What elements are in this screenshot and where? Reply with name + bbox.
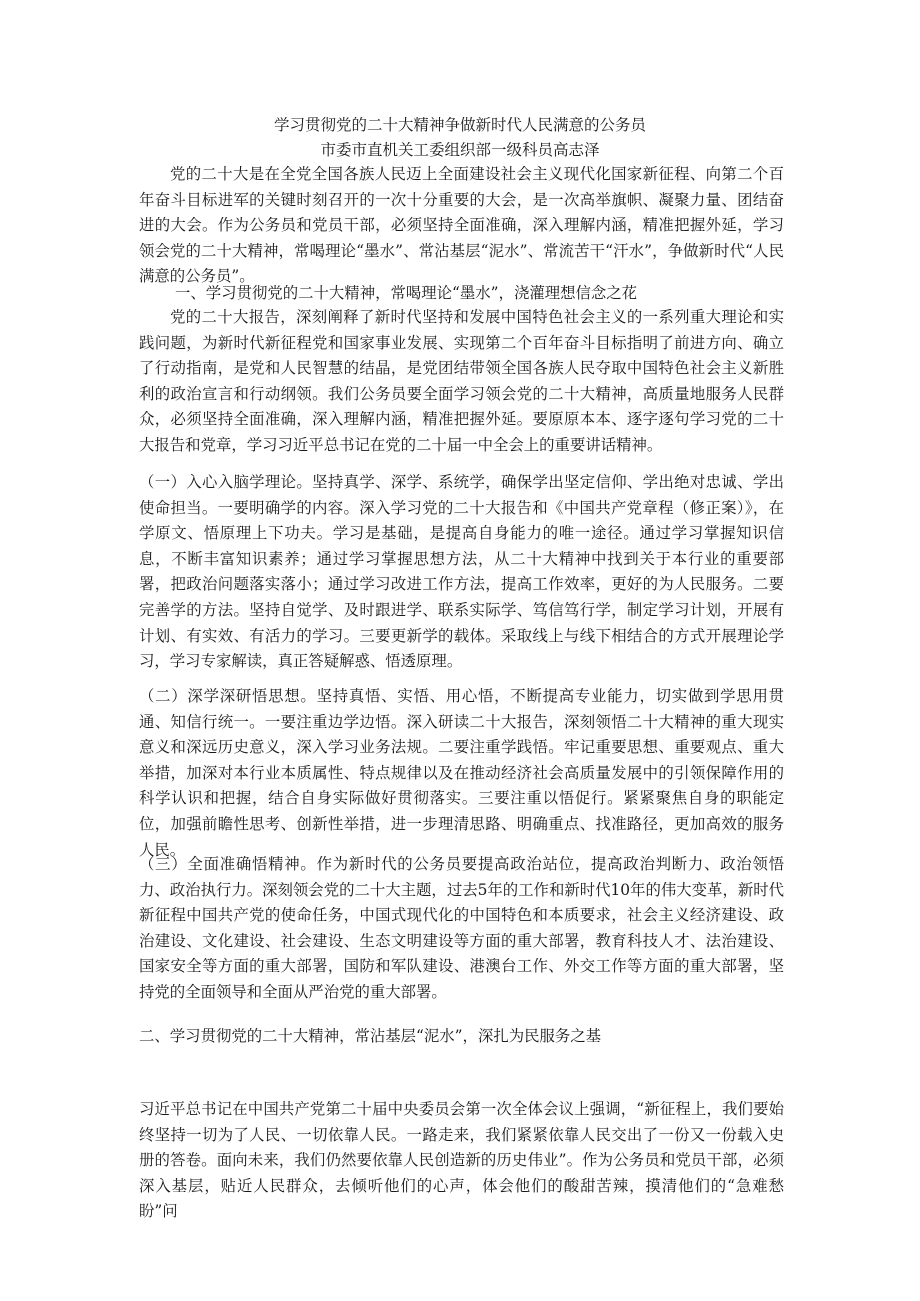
subsection-2-paragraph: （二）深学深研悟思想。坚持真悟、实悟、用心悟，不断提高专业能力，切实做到学思用贯通、知信行统一。一要注重边学边悟。深入研读二十大报告，深刻领悟二十大精神的重大现实意义和深远历史意义，深入学习业务法规。二要注重学践悟。牢记重要思想、重要观点、重大举措，加深对本行业本质属性、特点规律以及在推动经济社会高质量发展中的引领保障作用的科学认识和把握，结合自身实际做好贯彻落实。三要注重以悟促行。紧紧聚焦自身的职能定位，加强前瞻性思考、创新性举措，进一步理清思路、明确重点、找准路径，更加高效的服务人民。 [139, 687, 784, 859]
section-2-body: 习近平总书记在中国共产党第二十届中央委员会第一次全体会议上强调，“新征程上，我们要始终坚持一切为了人民、一切依靠人民。一路走来，我们紧紧依靠人民交出了一份又一份载入史册的答卷。面向未来，我们仍然要依靠人民创造新的历史伟业”。作为公务员和党员干部，必须深入基层，贴近人民群众，去倾听他们的心声，体会他们的酸甜苦辣，摸清他们的“急难愁盼”问 [139, 1100, 784, 1221]
section-1-body: 党的二十大报告，深刻阐释了新时代坚持和发展中国特色社会主义的一系列重大理论和实践问题，为新时代新征程党和国家事业发展、实现第二个百年奋斗目标指明了前进方向、确立了行动指南，是党和人民智慧的结晶，是党团结带领全国各族人民夺取中国特色社会主义新胜利的政治宣言和行动纲领。我们公务员要全面学习领会党的二十大精神，高质量地服务人民群众，必须坚持全面准确，深入理解内涵，精准把握外延。要原原本本、逐字逐句学习党的二十大报告和党章，学习习近平总书记在党的二十届一中全会上的重要讲话精神。 [139, 308, 784, 454]
document-title: 学习贯彻党的二十大精神争做新时代人民满意的公务员 [273, 116, 646, 134]
subsection-1-paragraph: （一）入心入脑学理论。坚持真学、深学、系统学，确保学出坚定信仰、学出绝对忠诚、学出使命担当。一要明确学的内容。深入学习党的二十大报告和《中国共产党章程（修正案）》，在学原文、悟原理上下功夫。学习是基础，是提高自身能力的唯一途径。通过学习掌握知识信息，不断丰富知识素养；通过学习掌握思想方法，从二十大精神中找到关于本行业的重要部署，把政治问题落实落小；通过学习改进工作方法，提高工作效率，更好的为人民服务。二要完善学的方法。坚持自觉学、及时跟进学、联系实际学、笃信笃行学，制定学习计划，开展有计划、有实效、有活力的学习。三要更新学的载体。采取线上与线下相结合的方式开展理论学习，学习专家解读，真正答疑解惑、悟透原理。 [139, 473, 784, 671]
section-2-heading: 二、学习贯彻党的二十大精神，常沾基层“泥水”，深扎为民服务之基 [139, 1027, 602, 1045]
section-1-heading: 一、学习贯彻党的二十大精神，常喝理论“墨水”，浇灌理想信念之花 [175, 284, 638, 302]
intro-paragraph: 党的二十大是在全党全国各族人民迈上全面建设社会主义现代化国家新征程、向第二个百年奋斗目标进军的关键时刻召开的一次十分重要的大会，是一次高举旗帜、凝聚力量、团结奋进的大会。作为公务员和党员干部，必须坚持全面准确，深入理解内涵，精准把握外延，学习领会党的二十大精神，常喝理论“墨水”、常沾基层“泥水”、常流苦干“汗水”，争做新时代“人民满意的公务员”。 [139, 165, 784, 286]
document-author: 市委市直机关工委组织部一级科员高志泽 [320, 141, 600, 159]
subsection-3-paragraph: （三）全面准确悟精神。作为新时代的公务员要提高政治站位，提高政治判断力、政治领悟力、政治执行力。深刻领会党的二十大主题，过去5年的工作和新时代10年的伟大变革，新时代新征程中国共产党的使命任务，中国式现代化的中国特色和本质要求，社会主义经济建设、政治建设、文化建设、社会建设、生态文明建设等方面的重大部署，教育科技人才、法治建设、国家安全等方面的重大部署，国防和军队建设、港澳台工作、外交工作等方面的重大部署，坚持党的全面领导和全面从严治党的重大部署。 [139, 855, 785, 1001]
